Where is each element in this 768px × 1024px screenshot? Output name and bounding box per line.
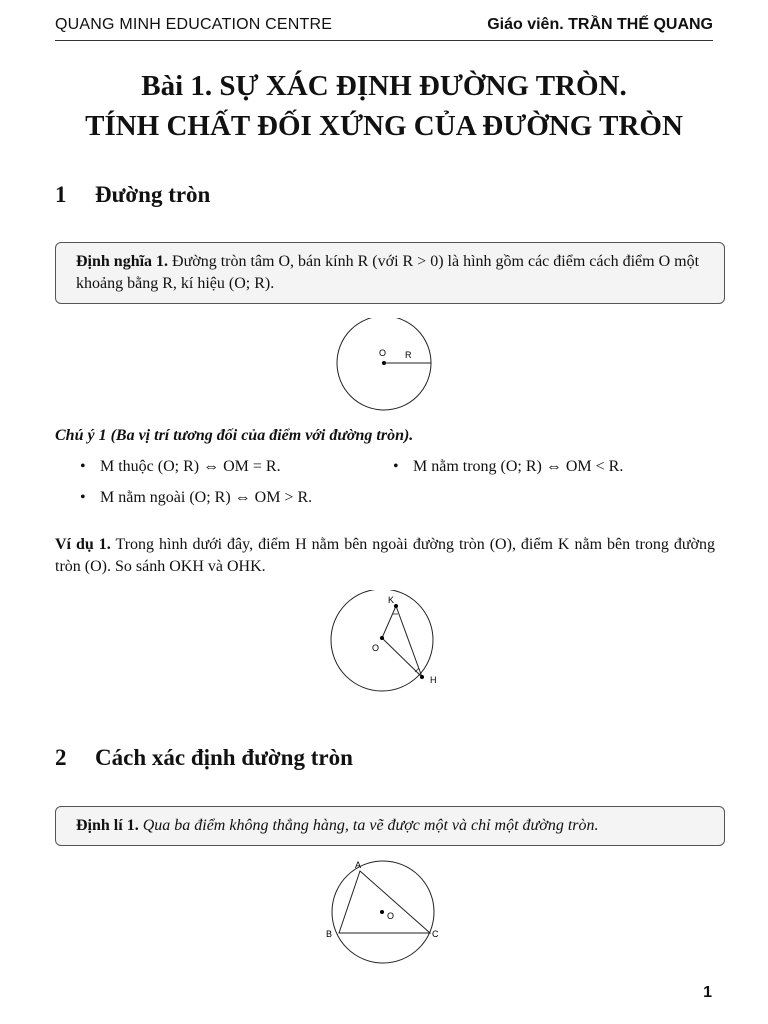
bullet-text: M thuộc (O; R) ⇔ OM = R.: [100, 458, 281, 475]
theorem-text: Qua ba điểm không thẳng hàng, ta vẽ được một và chỉ một đường tròn.: [142, 817, 599, 834]
section-2-heading: [55, 745, 353, 771]
figure-circumcircle: [320, 858, 444, 966]
point-o: [380, 910, 384, 914]
segment-ko: [382, 606, 396, 638]
bullet-item: • M nằm trong (O; R) ⇔ OM < R.: [393, 458, 624, 475]
section-1-heading: [55, 182, 210, 208]
header-centre-name: QUANG MINH EDUCATION CENTRE: [55, 16, 333, 33]
title-line-2: TÍNH CHẤT ĐỐI XỨNG CỦA ĐƯỜNG TRÒN: [85, 110, 683, 142]
circle: [331, 590, 433, 691]
point-h: [420, 675, 424, 679]
page-number: 1: [703, 984, 712, 1001]
section-number: 1: [55, 182, 67, 207]
bullet-item: • M thuộc (O; R) ⇔ OM = R.: [80, 458, 281, 475]
label-c: C: [432, 929, 439, 939]
bullet-text: M nằm ngoài (O; R) ⇔ OM > R.: [100, 489, 313, 506]
angle-mark-h: [415, 668, 419, 672]
label-h: H: [430, 675, 437, 685]
point-k: [394, 604, 398, 608]
definition-text: Đường tròn tâm O, bán kính R (với R > 0) là hình gồm các điểm cách điểm O một khoảng bằng R, kí hiệu (O; R).: [76, 253, 700, 292]
definition-box: [55, 242, 725, 304]
bullet-item: • M nằm ngoài (O; R) ⇔ OM > R.: [80, 489, 313, 506]
point-o: [380, 636, 384, 640]
note-title: Chú ý 1 (Ba vị trí tương đối của điểm với đường tròn).: [55, 427, 414, 444]
label-o: O: [387, 911, 395, 921]
section-title: Đường tròn: [95, 182, 211, 207]
example-label: Ví dụ 1.: [55, 536, 111, 553]
label-k: K: [388, 595, 395, 605]
example-paragraph: [55, 534, 715, 578]
label-a: A: [355, 860, 362, 870]
label-o: O: [372, 643, 380, 653]
radius-label: R: [405, 350, 412, 360]
triangle-abc: [339, 871, 430, 933]
theorem-box: [55, 806, 725, 846]
section-title: Cách xác định đường tròn: [95, 745, 353, 770]
theorem-label: Định lí 1.: [76, 817, 139, 834]
figure-points-k-h: [326, 590, 442, 692]
figure-circle-radius: [330, 318, 440, 414]
bullet-text: M nằm trong (O; R) ⇔ OM < R.: [413, 458, 624, 475]
segment-kh: [396, 606, 422, 677]
page-header: [55, 14, 713, 41]
title-line-1: Bài 1. SỰ XÁC ĐỊNH ĐƯỜNG TRÒN.: [141, 70, 627, 102]
label-b: B: [326, 929, 333, 939]
header-teacher-name: Giáo viên. TRẦN THẾ QUANG: [487, 16, 713, 33]
section-number: 2: [55, 745, 67, 770]
definition-label: Định nghĩa 1.: [76, 253, 169, 270]
example-text: Trong hình dưới đây, điểm H nằm bên ngoài đường tròn (O), điểm K nằm bên trong đường tròn (O). So sánh OKH và OHK.: [55, 536, 716, 575]
center-label: O: [379, 348, 387, 358]
